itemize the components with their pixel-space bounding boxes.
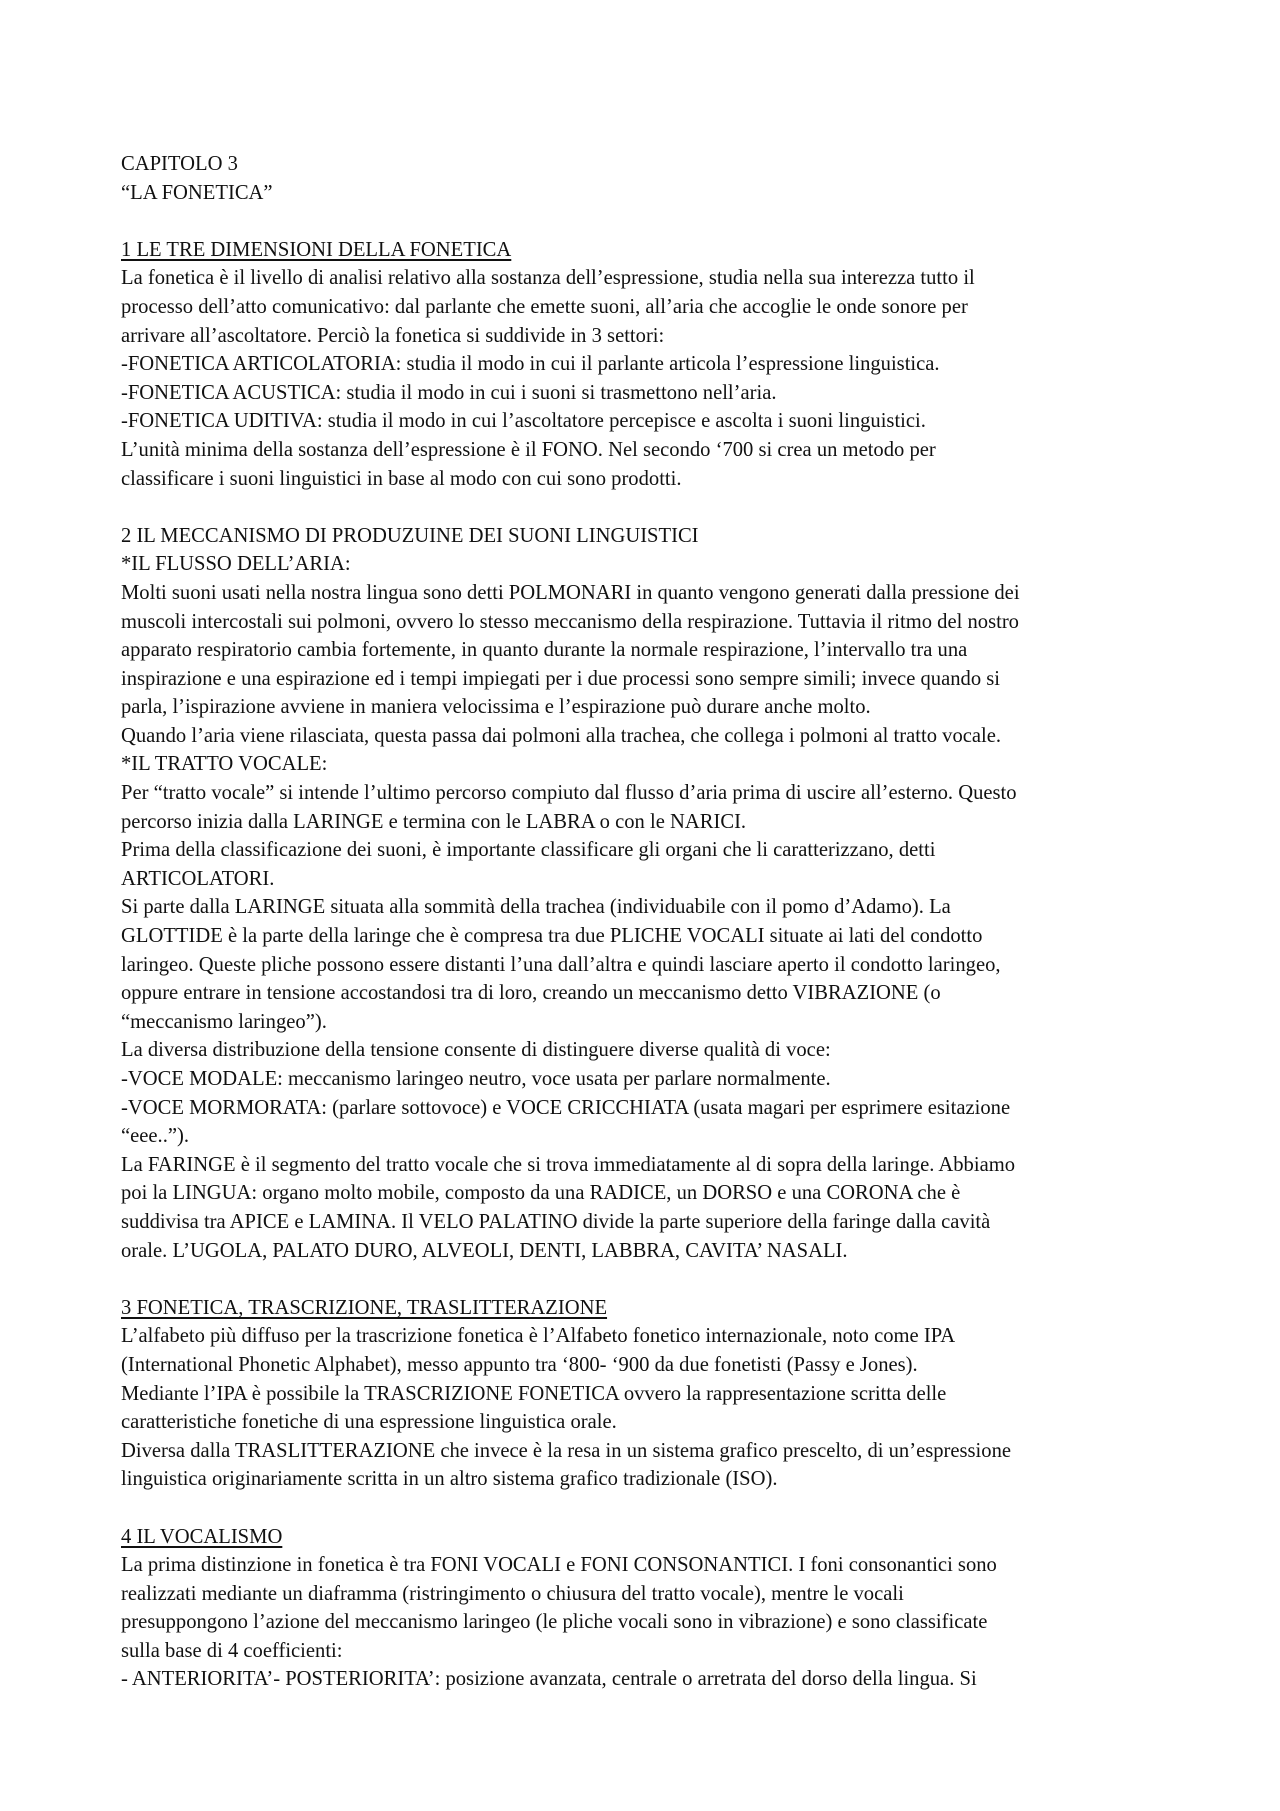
spacer <box>121 493 1171 522</box>
paragraph-line: La diversa distribuzione della tensione consente di distinguere diverse qualità di voce: <box>121 1039 831 1062</box>
paragraph-line: -FONETICA ARTICOLATORIA: studia il modo in cui il parlante articola l’espressione linguistica. <box>121 353 940 376</box>
paragraph-line: laringeo. Queste pliche possono essere distanti l’una dall’altra e quindi lasciare aperto il condotto laringeo, <box>121 953 1001 976</box>
paragraph-line: parla, l’ispirazione avviene in maniera velocissima e l’espirazione può durare anche molto. <box>121 696 871 719</box>
chapter-label: CAPITOLO 3 <box>121 153 238 175</box>
paragraph-line: La fonetica è il livello di analisi relativo alla sostanza dell’espressione, studia nella sua interezza tutto il <box>121 267 975 290</box>
section-3 <box>121 1294 1171 1494</box>
paragraph-line: processo dell’atto comunicativo: dal parlante che emette suoni, all’aria che accoglie le onde sonore per <box>121 295 968 318</box>
paragraph-line: realizzati mediante un diaframma (ristringimento o chiusura del tratto vocale), mentre le vocali <box>121 1582 904 1605</box>
section-heading: 3 FONETICA, TRASCRIZIONE, TRASLITTERAZIONE <box>121 1296 608 1319</box>
paragraph-line: Diversa dalla TRASLITTERAZIONE che invece è la resa in un sistema grafico prescelto, di un’espressione <box>121 1439 1012 1462</box>
paragraph-line: poi la LINGUA: organo molto mobile, composto da una RADICE, un DORSO e una CORONA che è <box>121 1182 961 1205</box>
paragraph-line: presuppongono l’azione del meccanismo laringeo (le pliche vocali sono in vibrazione) e sono classificate <box>121 1611 988 1634</box>
section-heading: 4 IL VOCALISMO <box>121 1525 283 1548</box>
paragraph-line: ARTICOLATORI. <box>121 867 275 890</box>
paragraph-line: percorso inizia dalla LARINGE e termina con le LABRA o con le NARICI. <box>121 810 747 833</box>
paragraph-line: L’alfabeto più diffuso per la trascrizione fonetica è l’Alfabeto fonetico internazionale, noto come IPA <box>121 1325 956 1348</box>
section-2 <box>121 522 1171 1265</box>
paragraph-line: oppure entrare in tensione accostandosi tra di loro, creando un meccanismo detto VIBRAZIONE (o <box>121 982 941 1005</box>
paragraph-line: Prima della classificazione dei suoni, è importante classificare gli organi che li caratterizzano, detti <box>121 839 936 862</box>
paragraph-line: -VOCE MODALE: meccanismo laringeo neutro, voce usata per parlare normalmente. <box>121 1068 831 1090</box>
paragraph-line: linguistica originariamente scritta in un altro sistema grafico tradizionale (ISO). <box>121 1468 778 1491</box>
paragraph-line: inspirazione e una espirazione ed i tempi impiegati per i due processi sono sempre simili; invece quando si <box>121 667 1000 690</box>
paragraph-line: L’unità minima della sostanza dell’espressione è il FONO. Nel secondo ‘700 si crea un metodo per <box>121 438 936 461</box>
paragraph-line: Per “tratto vocale” si intende l’ultimo percorso compiuto dal flusso d’aria prima di uscire all’esterno. Questo <box>121 782 1017 805</box>
spacer <box>121 1494 1171 1523</box>
paragraph-line: arrivare all’ascoltatore. Perciò la fonetica si suddivide in 3 settori: <box>121 324 665 347</box>
document-page <box>121 150 1171 1694</box>
paragraph-line: La FARINGE è il segmento del tratto vocale che si trova immediatamente al di sopra della laringe. Abbiamo <box>121 1153 1016 1176</box>
section-heading: 1 LE TRE DIMENSIONI DELLA FONETICA <box>121 238 512 261</box>
subheading: *IL TRATTO VOCALE: <box>121 753 328 776</box>
paragraph-line: apparato respiratorio cambia fortemente, in quanto durante la normale respirazione, l’intervallo tra una <box>121 639 968 662</box>
paragraph-line: muscoli intercostali sui polmoni, ovvero lo stesso meccanismo della respirazione. Tuttavia il ritmo del nostro <box>121 610 1019 633</box>
paragraph-line: GLOTTIDE è la parte della laringe che è compresa tra due PLICHE VOCALI situate ai lati del condotto <box>121 925 983 948</box>
paragraph-line: -VOCE MORMORATA: (parlare sottovoce) e VOCE CRICCHIATA (usata magari per esprimere esitazione <box>121 1096 1011 1119</box>
paragraph-line: -FONETICA ACUSTICA: studia il modo in cui i suoni si trasmettono nell’aria. <box>121 381 777 404</box>
paragraph-line: “meccanismo laringeo”). <box>121 1010 327 1033</box>
spacer <box>121 207 1171 236</box>
paragraph-line: -FONETICA UDITIVA: studia il modo in cui l’ascoltatore percepisce e ascolta i suoni linguistici. <box>121 410 926 433</box>
paragraph-line: Molti suoni usati nella nostra lingua sono detti POLMONARI in quanto vengono generati dalla pressione dei <box>121 581 1020 604</box>
spacer <box>121 1265 1171 1294</box>
section-1 <box>121 236 1171 493</box>
paragraph-line: - ANTERIORITA’- POSTERIORITA’: posizione avanzata, centrale o arretrata del dorso della lingua. Si <box>121 1668 977 1691</box>
section-heading: 2 IL MECCANISMO DI PRODUZUINE DEI SUONI LINGUISTICI <box>121 524 699 547</box>
paragraph-line: Si parte dalla LARINGE situata alla sommità della trachea (individuabile con il pomo d’Adamo). La <box>121 896 951 919</box>
paragraph-line: “eee..”). <box>121 1125 190 1148</box>
paragraph-line: (International Phonetic Alphabet), messo appunto tra ‘800- ‘900 da due fonetisti (Passy e Jones). <box>121 1353 918 1376</box>
subheading: *IL FLUSSO DELL’ARIA: <box>121 553 351 576</box>
paragraph-line: caratteristiche fonetiche di una espressione linguistica orale. <box>121 1411 617 1434</box>
paragraph-line: classificare i suoni linguistici in base al modo con cui sono prodotti. <box>121 467 682 490</box>
paragraph-line: Quando l’aria viene rilasciata, questa passa dai polmoni alla trachea, che collega i polmoni al tratto vocale. <box>121 724 1002 747</box>
paragraph-line: suddivisa tra APICE e LAMINA. Il VELO PALATINO divide la parte superiore della faringe dalla cavità <box>121 1210 991 1233</box>
paragraph-line: orale. L’UGOLA, PALATO DURO, ALVEOLI, DENTI, LABBRA, CAVITA’ NASALI. <box>121 1239 848 1262</box>
paragraph-line: La prima distinzione in fonetica è tra FONI VOCALI e FONI CONSONANTICI. I foni consonantici sono <box>121 1554 997 1577</box>
chapter-title: “LA FONETICA” <box>121 181 273 204</box>
section-4 <box>121 1523 1171 1695</box>
paragraph-line: Mediante l’IPA è possibile la TRASCRIZIONE FONETICA ovvero la rappresentazione scritta delle <box>121 1382 947 1405</box>
paragraph-line: sulla base di 4 coefficienti: <box>121 1639 343 1662</box>
